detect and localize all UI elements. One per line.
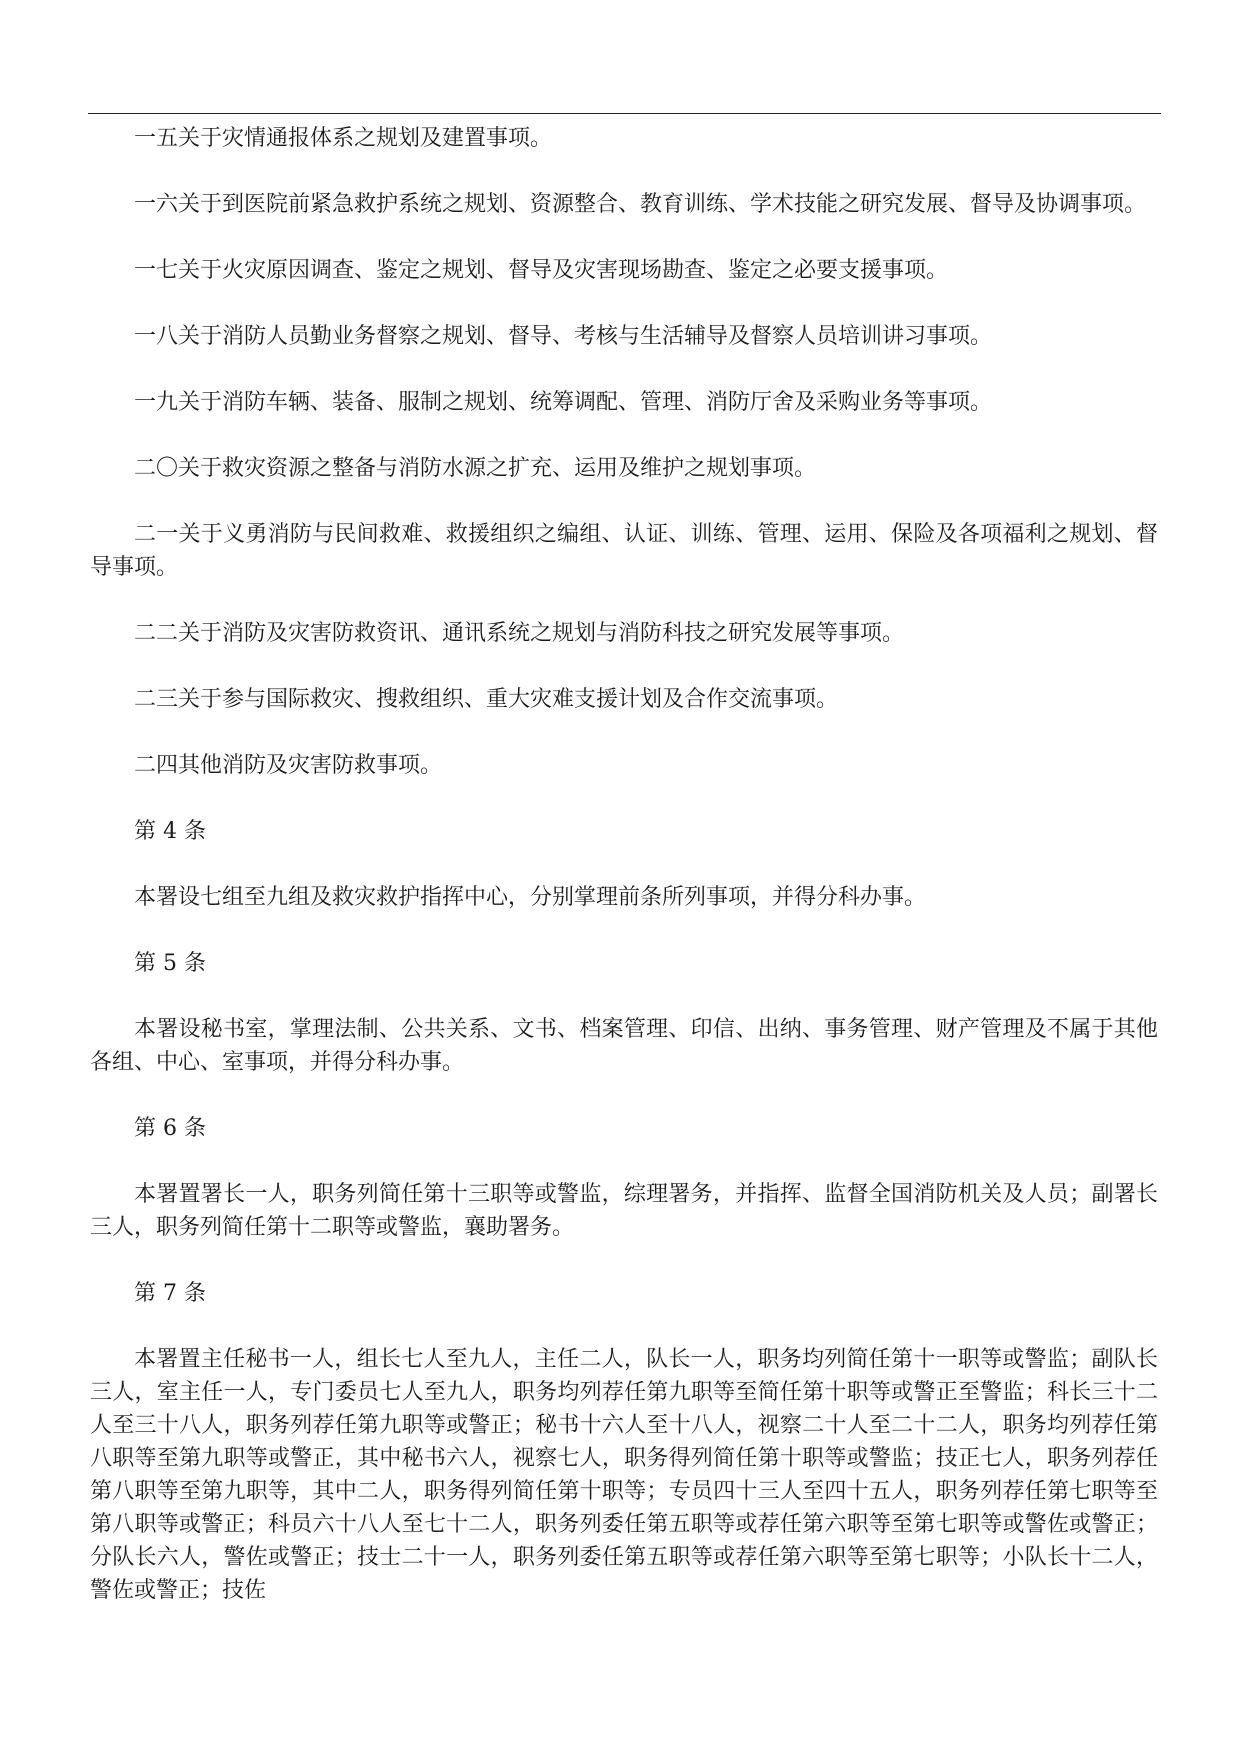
header-rule [88, 113, 1161, 114]
article-7-heading: 第 7 条 [134, 1281, 206, 1306]
item-24: 二四其他消防及灾害防救事项。 [134, 753, 443, 778]
item-23: 二三关于参与国际救灾、搜救组织、重大灾难支援计划及合作交流事项。 [134, 687, 839, 712]
article-4-text: 本署设七组至九组及救灾救护指挥中心，分别掌理前条所列事项，并得分科办事。 [134, 885, 927, 910]
article-5-heading: 第 5 条 [134, 951, 206, 976]
article-5-text: 本署设秘书室，掌理法制、公共关系、文书、档案管理、印信、出纳、事务管理、财产管理及不属于其他各组、中心、室事项，并得分科办事。 [90, 1017, 1158, 1075]
item-20: 二〇关于救灾资源之整备与消防水源之扩充、运用及维护之规划事项。 [134, 456, 817, 481]
item-19: 一九关于消防车辆、装备、服制之规划、统筹调配、管理、消防厅舍及采购业务等事项。 [134, 390, 993, 415]
item-18: 一八关于消防人员勤业务督察之规划、督导、考核与生活辅导及督察人员培训讲习事项。 [134, 324, 993, 349]
item-15: 一五关于灾情通报体系之规划及建置事项。 [134, 126, 553, 151]
article-6-heading: 第 6 条 [134, 1116, 206, 1141]
article-7-text: 本署置主任秘书一人，组长七人至九人，主任二人，队长一人，职务均列简任第十一职等或警监；副队长三人，室主任一人，专门委员七人至九人，职务均列荐任第九职等至简任第十职等或警正至警监；科长三十二人至三十八人，职务列荐任第九职等或警正；秘书十六人至十八人，视察二十人至二十二人，职务均列荐任第八职等至第九职等或警正，其中秘书六人，视察七人，职务得列简任第十职等或警监；技正七人，职务列荐任第八职等至第九职等，其中二人，职务得列简任第十职等；专员四十三人至四十五人，职务列荐任第七职等至第八职等或警正；科员六十八人至七十二人，职务列委任第五职等或荐任第六职等至第七职等或警佐或警正；分队长六人，警佐或警正；技士二十一人，职务列委任第五职等或荐任第六职等至第七职等；小队长十二人，警佐或警正；技佐 [90, 1347, 1158, 1603]
item-16: 一六关于到医院前紧急救护系统之规划、资源整合、教育训练、学术技能之研究发展、督导及协调事项。 [134, 192, 1147, 217]
article-6-text: 本署置署长一人，职务列简任第十三职等或警监，综理署务，并指挥、监督全国消防机关及人员；副署长三人，职务列简任第十二职等或警监，襄助署务。 [90, 1182, 1158, 1240]
item-22: 二二关于消防及灾害防救资讯、通讯系统之规划与消防科技之研究发展等事项。 [134, 621, 905, 646]
item-17: 一七关于火灾原因调查、鉴定之规划、督导及灾害现场勘查、鉴定之必要支援事项。 [134, 258, 949, 283]
document-body [90, 122, 1158, 1607]
article-4-heading: 第 4 条 [134, 819, 206, 844]
item-21: 二一关于义勇消防与民间救难、救援组织之编组、认证、训练、管理、运用、保险及各项福利之规划、督导事项。 [90, 522, 1158, 580]
